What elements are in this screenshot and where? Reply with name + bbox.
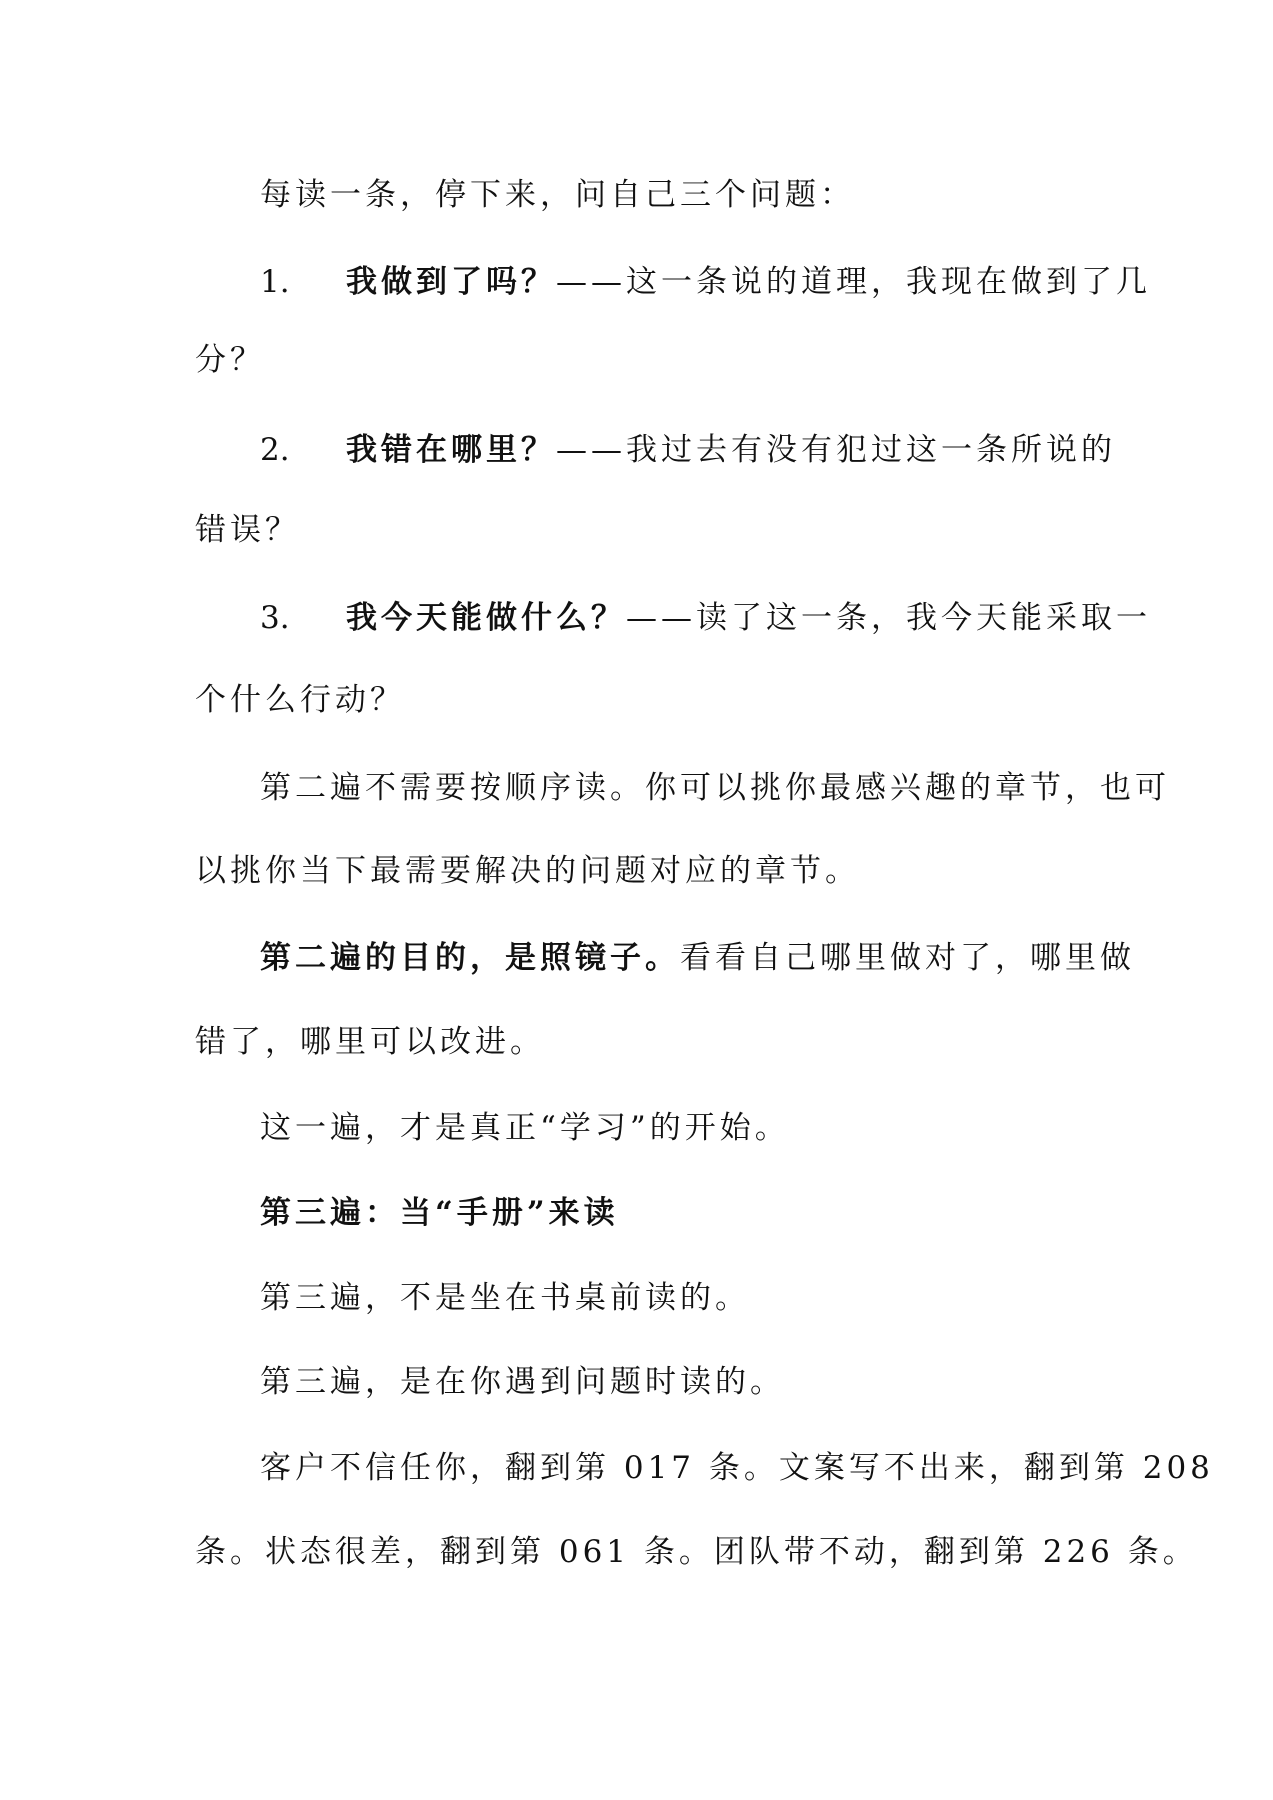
para-desk: 第三遍，不是坐在书桌前读的。 — [260, 1280, 750, 1316]
intro-text: 每读一条，停下来，问自己三个问题： — [260, 177, 855, 213]
question-1-bold: 我做到了吗？ — [346, 264, 556, 300]
para-examples-line-1: 客户不信任你，翻到第 017 条。文案写不出来，翻到第 208 — [260, 1450, 1214, 1486]
question-3-continuation: 个什么行动？ — [195, 682, 405, 718]
question-2-text: ——我过去有没有犯过这一条所说的 — [556, 432, 1116, 468]
question-1-line — [260, 262, 1151, 302]
question-1-continuation: 分？ — [195, 342, 265, 378]
question-3-number: 3. — [260, 600, 290, 636]
para-mirror-line-2: 错了，哪里可以改进。 — [195, 1024, 545, 1060]
para-mirror-bold: 第二遍的目的，是照镜子。 — [260, 940, 680, 976]
para-order-line-2: 以挑你当下最需要解决的问题对应的章节。 — [195, 853, 860, 889]
para-mirror-line-1 — [260, 938, 1135, 978]
question-2-line — [260, 430, 1116, 470]
question-2-bold: 我错在哪里？ — [346, 432, 556, 468]
question-3-line — [260, 598, 1151, 638]
heading-third-pass: 第三遍：当“手册”来读 — [260, 1195, 619, 1231]
question-2-number: 2. — [260, 432, 290, 468]
question-1-text: ——这一条说的道理，我现在做到了几 — [556, 264, 1151, 300]
question-1-number: 1. — [260, 264, 290, 300]
question-3-text: ——读了这一条，我今天能采取一 — [626, 600, 1151, 636]
para-mirror-text: 看看自己哪里做对了，哪里做 — [680, 940, 1135, 976]
para-problem: 第三遍，是在你遇到问题时读的。 — [260, 1364, 785, 1400]
para-order-line-1: 第二遍不需要按顺序读。你可以挑你最感兴趣的章节，也可 — [260, 770, 1170, 806]
question-3-bold: 我今天能做什么？ — [346, 600, 626, 636]
para-examples-line-2: 条。状态很差，翻到第 061 条。团队带不动，翻到第 226 条。 — [195, 1534, 1198, 1570]
question-2-continuation: 错误？ — [195, 512, 300, 548]
para-start: 这一遍，才是真正“学习”的开始。 — [260, 1110, 790, 1146]
